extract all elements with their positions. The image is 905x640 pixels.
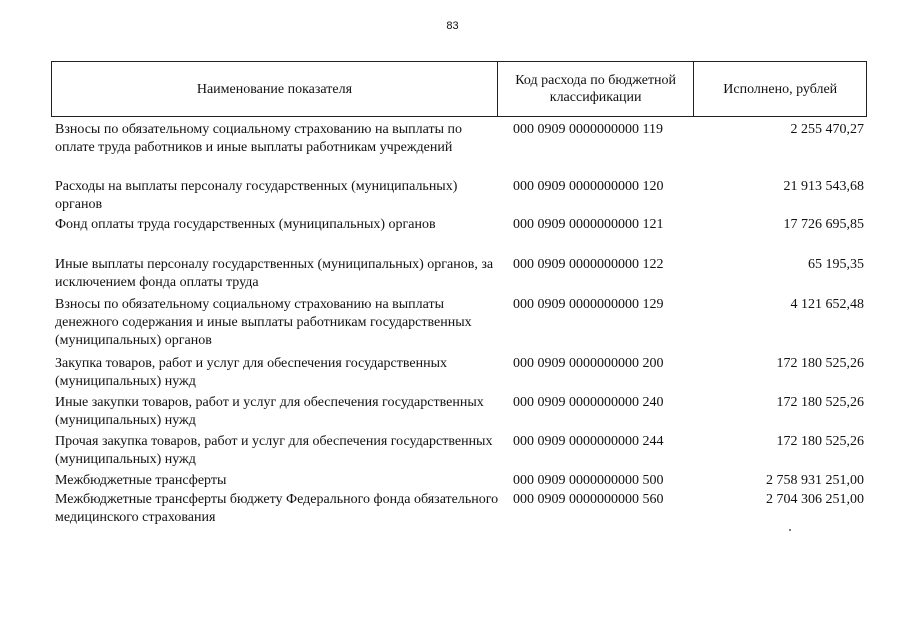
row-code: 000 0909 0000000000 240 bbox=[513, 395, 664, 410]
column-header-code: Код расхода по бюджетной классификации bbox=[498, 62, 695, 116]
row-amount: 2 255 470,27 bbox=[790, 122, 864, 137]
row-name: Закупка товаров, работ и услуг для обеспечения государственных (муниципальных) нужд bbox=[55, 356, 448, 389]
row-code: 000 0909 0000000000 121 bbox=[513, 217, 664, 232]
row-amount: 2 758 931 251,00 bbox=[766, 473, 864, 488]
row-code: 000 0909 0000000000 129 bbox=[513, 297, 664, 312]
row-name: Взносы по обязательному социальному страхованию на выплаты по оплате труда работников и иные выплаты работникам учреждений bbox=[55, 122, 463, 155]
row-name: Межбюджетные трансферты бюджету Федерального фонда обязательного медицинского страхования bbox=[55, 492, 499, 525]
row-code: 000 0909 0000000000 120 bbox=[513, 179, 664, 194]
row-amount: 4 121 652,48 bbox=[790, 297, 864, 312]
row-name: Межбюджетные трансферты bbox=[55, 473, 227, 488]
column-header-name: Наименование показателя bbox=[52, 62, 498, 116]
table-header bbox=[51, 61, 867, 117]
row-amount: 2 704 306 251,00 bbox=[766, 492, 864, 507]
row-code: 000 0909 0000000000 119 bbox=[513, 122, 663, 137]
row-name: Иные закупки товаров, работ и услуг для обеспечения государственных (муниципальных) нужд bbox=[55, 395, 484, 428]
column-header-amount: Исполнено, рублей bbox=[723, 81, 838, 97]
page-number: 83 bbox=[446, 20, 459, 32]
row-amount: 172 180 525,26 bbox=[776, 356, 864, 371]
scan-speck bbox=[789, 529, 791, 531]
row-amount: 172 180 525,26 bbox=[776, 434, 864, 449]
row-code: 000 0909 0000000000 200 bbox=[513, 356, 664, 371]
row-code: 000 0909 0000000000 122 bbox=[513, 257, 664, 272]
row-name: Фонд оплаты труда государственных (муниципальных) органов bbox=[55, 217, 436, 232]
row-name: Взносы по обязательному социальному страхованию на выплаты денежного содержания и иные выплаты работникам государственных (муниципальных) органов bbox=[55, 297, 472, 348]
row-amount: 65 195,35 bbox=[808, 257, 864, 272]
row-name: Прочая закупка товаров, работ и услуг для обеспечения государственных (муниципальных) нужд bbox=[55, 434, 493, 467]
row-code: 000 0909 0000000000 500 bbox=[513, 473, 664, 488]
row-amount: 172 180 525,26 bbox=[776, 395, 864, 410]
row-code: 000 0909 0000000000 560 bbox=[513, 492, 664, 507]
row-code: 000 0909 0000000000 244 bbox=[513, 434, 664, 449]
row-amount: 21 913 543,68 bbox=[783, 179, 864, 194]
row-amount: 17 726 695,85 bbox=[783, 217, 864, 232]
row-name: Иные выплаты персоналу государственных (муниципальных) органов, за исключением фонда оплаты труда bbox=[55, 257, 494, 290]
row-name: Расходы на выплаты персоналу государственных (муниципальных) органов bbox=[55, 179, 458, 212]
